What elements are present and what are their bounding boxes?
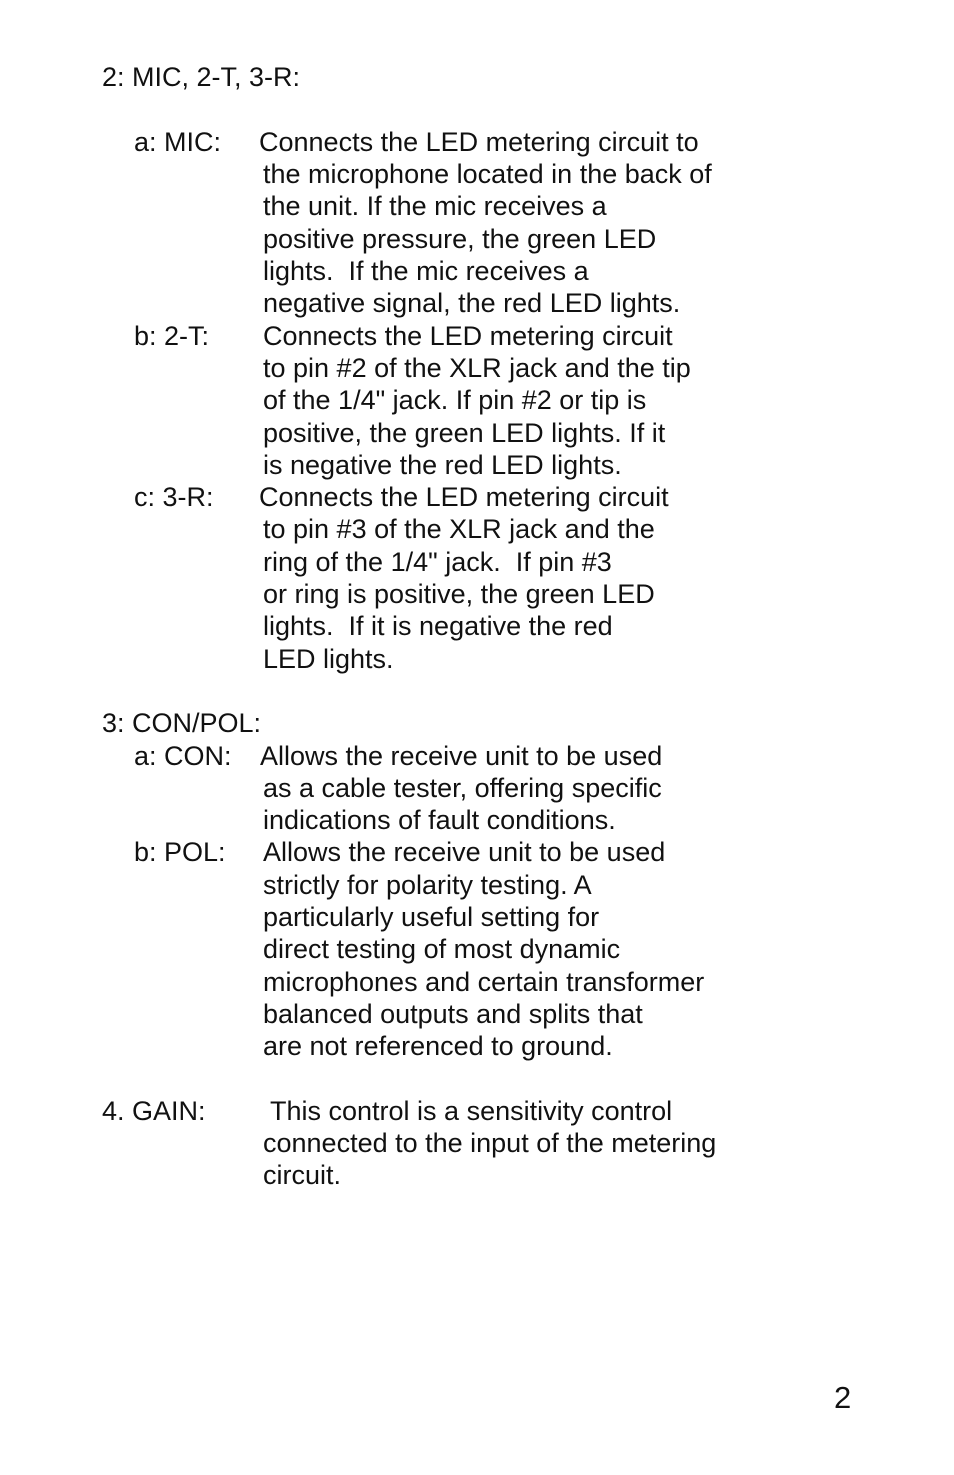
item-pol-text-line: direct testing of most dynamic [263, 934, 621, 964]
item-mic-text-line: lights. If the mic receives a [263, 256, 589, 286]
item-2t-label: b: 2-T: [134, 321, 210, 351]
section-2-heading: 2: MIC, 2-T, 3-R: [102, 62, 301, 92]
item-gain-text-line: connected to the input of the metering [263, 1128, 717, 1158]
item-mic-text-line: the unit. If the mic receives a [263, 191, 607, 221]
item-pol-label: b: POL: [134, 837, 226, 867]
item-mic-text-line: negative signal, the red LED lights. [263, 288, 681, 318]
item-3r-text-line: LED lights. [263, 644, 394, 674]
item-mic-text-line: the microphone located in the back of [263, 159, 712, 189]
item-2t-text-line: Connects the LED metering circuit [263, 321, 673, 351]
item-2t-text-line: to pin #2 of the XLR jack and the tip [263, 353, 691, 383]
item-pol-text-line: particularly useful setting for [263, 902, 600, 932]
item-mic-label: a: MIC: [134, 127, 222, 157]
item-3r-text-line: lights. If it is negative the red [263, 611, 613, 641]
item-3r-label: c: 3-R: [134, 482, 214, 512]
item-3r-text-line: Connects the LED metering circuit [259, 482, 669, 512]
item-con-label: a: CON: [134, 741, 232, 771]
section-4-label: 4. GAIN: [102, 1096, 206, 1126]
item-gain-text-line: circuit. [263, 1160, 342, 1190]
item-2t-text-line: is negative the red LED lights. [263, 450, 622, 480]
section-3-heading: 3: CON/POL: [102, 708, 262, 738]
item-pol-text-line: strictly for polarity testing. A [263, 870, 592, 900]
item-pol-text-line: balanced outputs and splits that [263, 999, 643, 1029]
item-pol-text-line: microphones and certain transformer [263, 967, 705, 997]
item-con-text-line: Allows the receive unit to be used [260, 741, 663, 771]
item-3r-text-line: ring of the 1/4" jack. If pin #3 [263, 547, 612, 577]
item-con-text-line: indications of fault conditions. [263, 805, 616, 835]
item-3r-text-line: to pin #3 of the XLR jack and the [263, 514, 655, 544]
page-number: 2 [834, 1380, 852, 1415]
item-con-text-line: as a cable tester, offering specific [263, 773, 662, 803]
item-2t-text-line: positive, the green LED lights. If it [263, 418, 666, 448]
item-2t-text-line: of the 1/4" jack. If pin #2 or tip is [263, 385, 647, 415]
item-gain-text-line: This control is a sensitivity control [270, 1096, 673, 1126]
item-pol-text-line: Allows the receive unit to be used [263, 837, 666, 867]
item-mic-text-line: positive pressure, the green LED [263, 224, 657, 254]
item-3r-text-line: or ring is positive, the green LED [263, 579, 655, 609]
item-mic-text-line: Connects the LED metering circuit to [259, 127, 699, 157]
item-pol-text-line: are not referenced to ground. [263, 1031, 613, 1061]
